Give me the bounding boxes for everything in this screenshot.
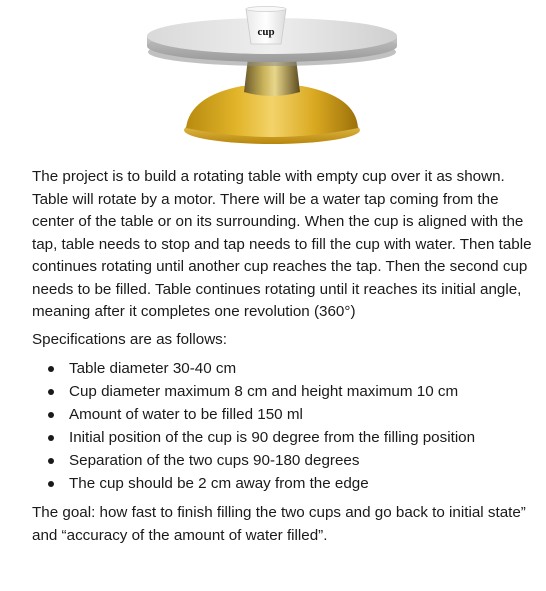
- spec-text: Table diameter 30-40 cm: [69, 360, 237, 377]
- rotating-table-figure: [0, 0, 546, 160]
- spec-text: The cup should be 2 cm away from the edge: [69, 475, 369, 492]
- spec-text: Separation of the two cups 90-180 degrees: [69, 452, 360, 469]
- list-item: [32, 403, 532, 426]
- goal-statement: The goal: how fast to finish filling the two cups and go back to initial state” and “accuracy of the amount of water filled”.: [32, 504, 526, 544]
- spec-text: Amount of water to be filled 150 ml: [69, 406, 303, 423]
- list-item: [32, 472, 532, 495]
- bullet-icon: [48, 366, 54, 372]
- document-body: [32, 166, 532, 547]
- cup-label: cup: [257, 26, 275, 38]
- list-item: [32, 380, 532, 403]
- specs-list: [32, 357, 532, 495]
- spec-text: Initial position of the cup is 90 degree from the filling position: [69, 429, 476, 446]
- bullet-icon: [48, 481, 54, 487]
- list-item: [32, 449, 532, 472]
- spec-text: Cup diameter maximum 8 cm and height maximum 10 cm: [69, 383, 459, 400]
- bullet-icon: [48, 389, 54, 395]
- list-item: [32, 357, 532, 380]
- project-description: The project is to build a rotating table with empty cup over it as shown. Table will rotate by a motor. There will be a water tap coming from the center of the table or on its surrounding. When the cup is aligned with the tap, table needs to stop and tap needs to fill the cup with water. Then table continues rotating until another cup reaches the tap. Then the second cup needs to be filled. Table continues rotating until it reaches its initial angle, meaning after it completes one revolution (360°): [32, 168, 532, 320]
- cup: [246, 7, 286, 45]
- bullet-icon: [48, 435, 54, 441]
- bullet-icon: [48, 458, 54, 464]
- rotating-table-illustration: [0, 0, 546, 160]
- bullet-icon: [48, 412, 54, 418]
- specs-intro: Specifications are as follows:: [32, 330, 227, 348]
- list-item: [32, 426, 532, 449]
